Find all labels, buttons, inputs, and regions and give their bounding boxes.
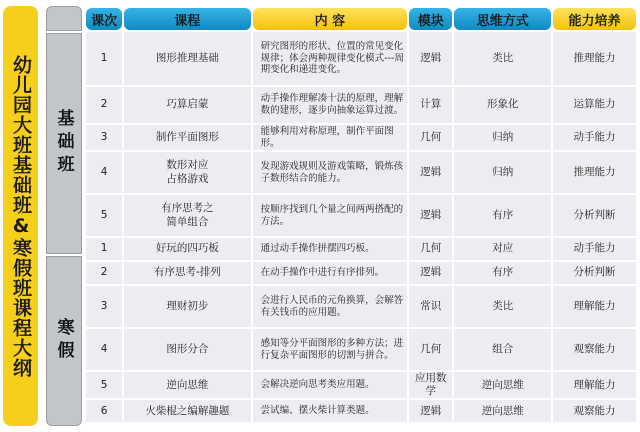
- header-content: 内 容: [253, 8, 408, 30]
- cell-module: 应用数学: [409, 372, 452, 398]
- cell-module: 逻辑: [409, 152, 452, 193]
- cell-no: 1: [86, 32, 122, 85]
- cell-ability: 推理能力: [553, 152, 636, 193]
- cell-ability: 理解能力: [553, 286, 636, 327]
- cell-no: 4: [86, 329, 122, 370]
- cell-ability: 推理能力: [553, 32, 636, 85]
- section-label: 寒假: [53, 318, 74, 364]
- header-lesson: 课次: [86, 8, 122, 30]
- table-row: [86, 87, 636, 123]
- cell-thinking: 形象化: [454, 87, 551, 123]
- cell-thinking: 对应: [454, 238, 551, 260]
- cell-no: 5: [86, 372, 122, 398]
- cell-course: 逆向思维: [124, 372, 250, 398]
- cell-module: 几何: [409, 329, 452, 370]
- cell-no: 2: [86, 87, 122, 123]
- cell-no: 3: [86, 286, 122, 327]
- cell-content: 动手操作理解凑十法的原理，理解数的建形，逐步向抽象运算过渡。: [253, 87, 408, 123]
- cell-content: 研究图形的形状、位置的常见变化规律；体会两种规律变化模式---周期变化和递进变化。: [253, 32, 408, 85]
- table-row: [86, 32, 636, 85]
- cell-module: 几何: [409, 238, 452, 260]
- cell-course: 有序思考之 简单组合: [124, 195, 250, 236]
- cell-thinking: 类比: [454, 286, 551, 327]
- header-thinking: 思维方式: [454, 8, 551, 30]
- cell-module: 几何: [409, 125, 452, 150]
- cell-thinking: 归纳: [454, 125, 551, 150]
- cell-module: 逻辑: [409, 262, 452, 284]
- cell-course: 图形分合: [124, 329, 250, 370]
- table-row: [86, 262, 636, 284]
- cell-no: 3: [86, 125, 122, 150]
- cell-ability: 分析判断: [553, 262, 636, 284]
- table-row: [86, 329, 636, 370]
- header-module: 模块: [409, 8, 452, 30]
- cell-content: 在动手操作中进行有序排列。: [253, 262, 408, 284]
- title-banner: [3, 6, 38, 426]
- cell-ability: 运算能力: [553, 87, 636, 123]
- cell-content: 通过动手操作拼摆四巧板。: [253, 238, 408, 260]
- cell-content: 尝试编、摆火柴计算类题。: [253, 400, 408, 422]
- page-title: 幼儿园大班基础班&寒假班课程大纲: [10, 54, 32, 378]
- cell-thinking: 归纳: [454, 152, 551, 193]
- cell-content: 能够利用对称原理，制作平面图形。: [253, 125, 408, 150]
- cell-ability: 理解能力: [553, 372, 636, 398]
- cell-module: 逻辑: [409, 32, 452, 85]
- cell-no: 6: [86, 400, 122, 422]
- cell-ability: 观察能力: [553, 400, 636, 422]
- table-row: [86, 238, 636, 260]
- cell-content: 会进行人民币的元角换算，会解答有关钱币的应用题。: [253, 286, 408, 327]
- cell-course: 理财初步: [124, 286, 250, 327]
- cell-thinking: 有序: [454, 262, 551, 284]
- section-header-blank: [46, 6, 82, 31]
- cell-ability: 动手能力: [553, 125, 636, 150]
- section-basic: [46, 33, 82, 254]
- cell-no: 4: [86, 152, 122, 193]
- section-column: [46, 6, 82, 426]
- section-winter: [46, 256, 82, 426]
- cell-course: 制作平面图形: [124, 125, 250, 150]
- cell-course: 火柴棍之编解趣题: [124, 400, 250, 422]
- cell-content: 感知等分平面图形的多种方法；进行复杂平面图形的切割与拼合。: [253, 329, 408, 370]
- table-row: [86, 372, 636, 398]
- header-ability: 能力培养: [553, 8, 636, 30]
- cell-ability: 观察能力: [553, 329, 636, 370]
- cell-no: 1: [86, 238, 122, 260]
- cell-thinking: 逆向思维: [454, 372, 551, 398]
- table-row: [86, 400, 636, 422]
- cell-no: 2: [86, 262, 122, 284]
- cell-course: 数形对应 占格游戏: [124, 152, 250, 193]
- cell-thinking: 有序: [454, 195, 551, 236]
- cell-thinking: 逆向思维: [454, 400, 551, 422]
- cell-content: 会解决逆向思考类应用题。: [253, 372, 408, 398]
- cell-ability: 动手能力: [553, 238, 636, 260]
- table-row: [86, 195, 636, 236]
- cell-module: 逻辑: [409, 195, 452, 236]
- cell-course: 图形推理基础: [124, 32, 250, 85]
- cell-module: 计算: [409, 87, 452, 123]
- header-course: 课程: [124, 8, 250, 30]
- cell-ability: 分析判断: [553, 195, 636, 236]
- cell-content: 按顺序找到几个量之间两两搭配的方法。: [253, 195, 408, 236]
- cell-module: 常识: [409, 286, 452, 327]
- cell-no: 5: [86, 195, 122, 236]
- section-label: 基础班: [53, 109, 74, 178]
- cell-course: 巧算启蒙: [124, 87, 250, 123]
- syllabus-table: [84, 6, 638, 424]
- cell-course: 好玩的四巧板: [124, 238, 250, 260]
- header-row: [86, 8, 636, 30]
- table-row: [86, 152, 636, 193]
- cell-module: 逻辑: [409, 400, 452, 422]
- cell-course: 有序思考-排列: [124, 262, 250, 284]
- cell-thinking: 类比: [454, 32, 551, 85]
- cell-thinking: 组合: [454, 329, 551, 370]
- cell-content: 发现游戏规则及游戏策略，锻炼孩子数形结合的能力。: [253, 152, 408, 193]
- table-row: [86, 125, 636, 150]
- table-row: [86, 286, 636, 327]
